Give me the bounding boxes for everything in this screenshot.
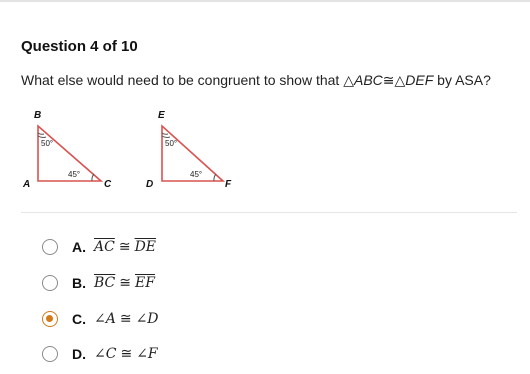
- option-statement: [94, 275, 155, 291]
- radio-button[interactable]: [42, 239, 58, 255]
- question-text-after: by ASA?: [433, 72, 491, 88]
- question-text: [21, 72, 491, 89]
- option-letter: C.: [72, 311, 86, 327]
- radio-button[interactable]: [42, 311, 58, 327]
- segment-left: $\overline{AC}$: [94, 239, 115, 255]
- triangle-def: [146, 110, 232, 190]
- angle-left: ∠A: [94, 311, 116, 327]
- angle-left: ∠C: [94, 346, 117, 362]
- vertex-e-label: E: [158, 110, 165, 121]
- option-statement: [94, 311, 159, 327]
- angle-e-arc-2: [162, 136, 170, 137]
- question-text-before: What else would need to be congruent to show that: [21, 72, 344, 88]
- angle-right: ∠F: [136, 346, 158, 362]
- angle-c-value: 45°: [68, 170, 81, 179]
- congruent-symbol: ≅: [382, 72, 395, 88]
- relation-symbol: ≅: [120, 346, 133, 362]
- angle-right: ∠D: [135, 311, 159, 327]
- angle-e-arc: [162, 133, 168, 134]
- option-letter: A.: [72, 239, 86, 255]
- option-letter: B.: [72, 275, 86, 291]
- triangle-abc-label: △ABC: [343, 72, 383, 88]
- relation-symbol: ≅: [119, 311, 132, 327]
- triangle-abc: [22, 110, 112, 190]
- vertex-a-label: A: [23, 179, 31, 190]
- relation-symbol: ≅: [118, 239, 131, 255]
- angle-f-arc: [214, 174, 216, 181]
- vertex-c-label: C: [104, 179, 112, 190]
- angle-b-value: 50°: [41, 139, 54, 148]
- angle-e-value: 50°: [165, 139, 178, 148]
- angle-b-arc-2: [38, 136, 46, 137]
- answer-option-a[interactable]: [42, 235, 156, 259]
- answer-option-c[interactable]: [42, 307, 159, 331]
- triangle-def-label: △DEF: [394, 72, 434, 88]
- segment-right: $\overline{DE}$: [134, 239, 157, 255]
- angle-b-arc: [38, 133, 44, 134]
- segment-left: $\overline{BC}$: [94, 275, 116, 291]
- option-statement: [94, 346, 158, 362]
- section-divider: [21, 212, 517, 213]
- triangles-figure: [18, 104, 248, 196]
- option-statement: [94, 239, 156, 255]
- angle-c-arc: [92, 174, 94, 181]
- vertex-f-label: F: [225, 179, 232, 190]
- radio-button[interactable]: [42, 275, 58, 291]
- answer-option-d[interactable]: [42, 342, 158, 366]
- vertex-b-label: B: [34, 110, 42, 121]
- question-title: Question 4 of 10: [21, 38, 138, 55]
- option-letter: D.: [72, 346, 86, 362]
- vertex-d-label: D: [146, 179, 154, 190]
- answer-option-b[interactable]: [42, 271, 155, 295]
- radio-button[interactable]: [42, 346, 58, 362]
- top-divider: [0, 0, 530, 2]
- relation-symbol: ≅: [119, 275, 131, 291]
- segment-right: $\overline{EF}$: [135, 275, 155, 291]
- angle-f-value: 45°: [190, 170, 203, 179]
